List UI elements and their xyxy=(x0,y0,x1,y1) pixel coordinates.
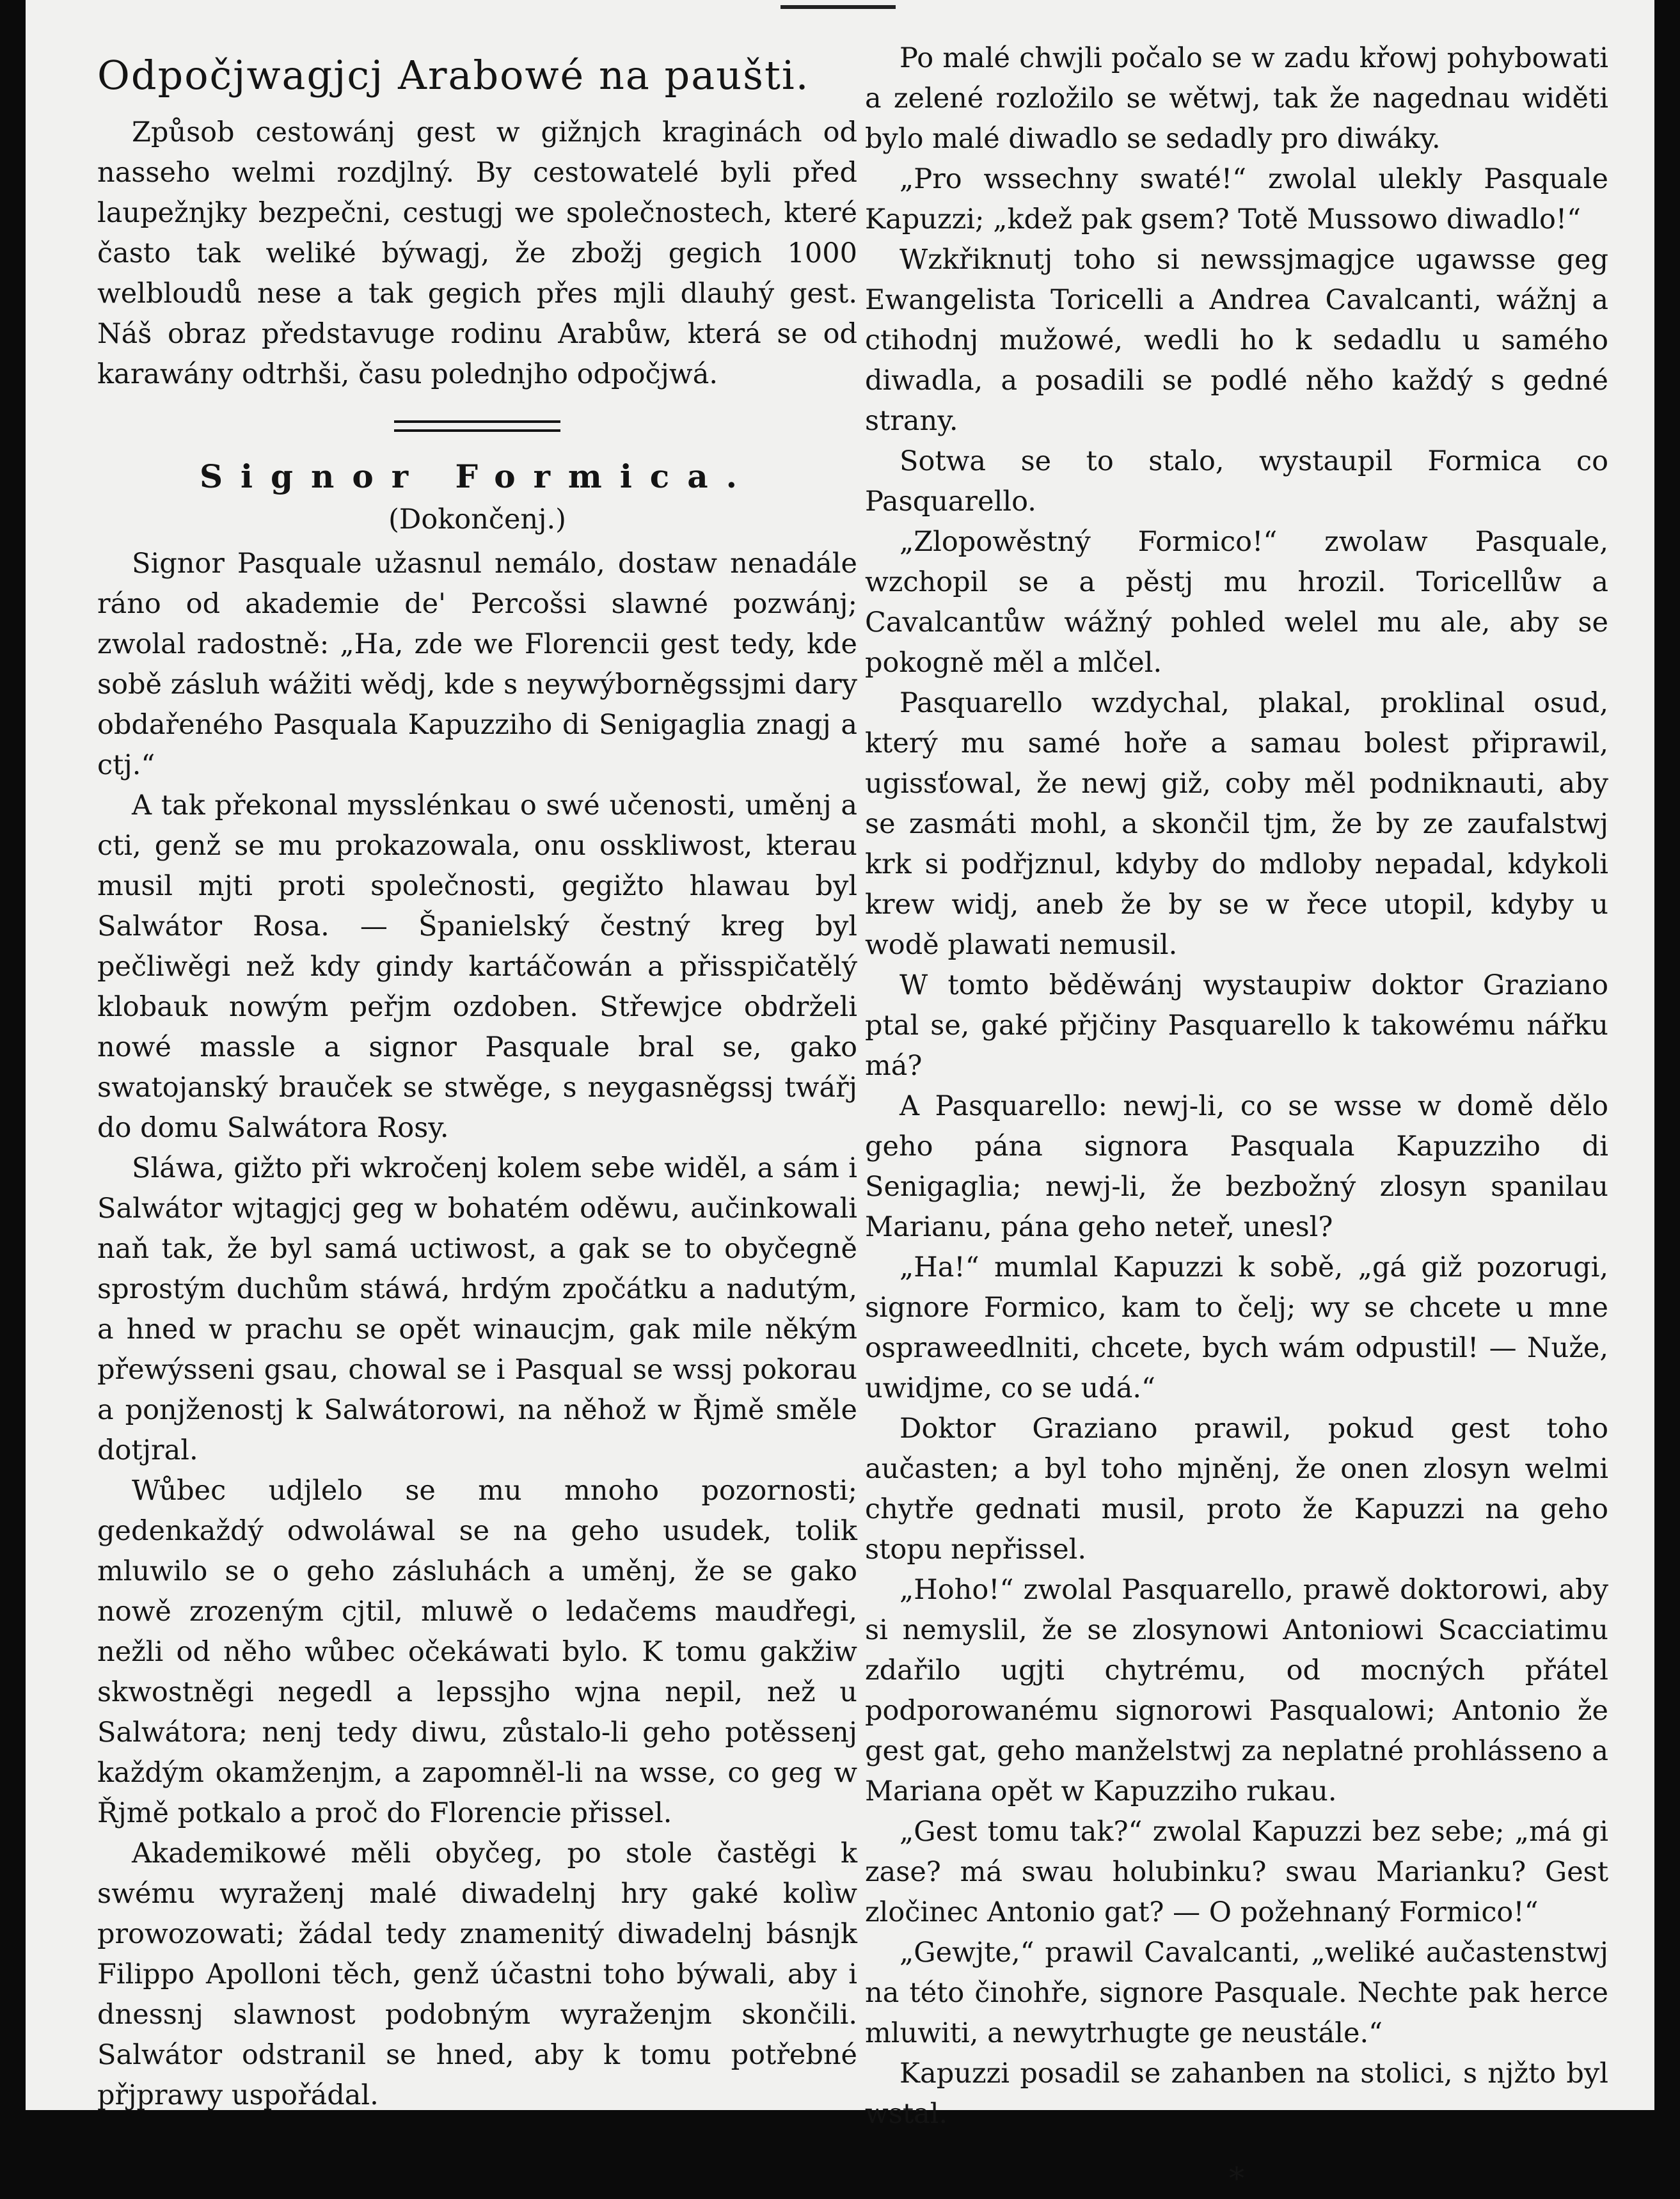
paragraph: Pasquarello wzdychal, plakal, proklinal osud, který mu samé hoře a samau bolest připrawil, ugissťowal, že newj giž, coby měl podniknauti, aby se zasmáti mohl, a skončil tjm, že by ze zaufalstwj krk si podřjznul, kdyby do mdloby nepadal, kdykoli krew widj, aneb že by se w řece utopil, kdyby u wodě plawati nemusil. xyxy=(865,687,1608,961)
paragraph: Sláwa, gižto při wkročenj kolem sebe widěl, a sám i Salwátor wjtagjcj geg w bohatém oděwu, aučinkowali naň tak, že byl samá uctiwost, a gak se to obyčegně sprostým duchům stáwá, hrdým zpočátku a nadutým, a hned w prachu se opět winaucjm, gak mile někým přewýsseni gsau, chowal se i Pasqual se wssj pokorau a ponjženostj k Salwátorowi, na něhož w Řjmě směle dotjral. xyxy=(97,1152,857,1466)
paragraph: „Ha!“ mumlal Kapuzzi k sobě, „gá giž pozorugi, signore Formico, kam to čelj; wy se chcete u mne ospraweedlniti, chcete, bych wám odpustil! — Nuže, uwidjme, co se udá.“ xyxy=(865,1251,1608,1404)
paragraph: Akademikowé měli obyčeg, po stole častěgi k swému wyraženj malé diwadelnj hry gaké kolìw prowozowati; žádal tedy znamenitý diwadelnj básnjk Filippo Apolloni těch, genž účastni toho býwali, aby i dnessnj slawnost podobným wyraženjm skončili. Salwátor odstranil se hned, aby k tomu potřebné přjprawy uspořádal. xyxy=(97,1838,857,2111)
paragraph: Po malé chwjli počalo se w zadu křowj pohybowati a zelené rozložilo se wětwj, tak že nagednau widěti bylo malé diwadlo se sedadly pro diwáky. xyxy=(865,42,1608,155)
paragraph: „Gest tomu tak?“ zwolal Kapuzzi bez sebe; „má gi zase? má swau holubinku? swau Marianku? Gest zločinec Antonio gat? — O požehnaný Formico!“ xyxy=(865,1816,1608,1928)
article-title: Odpočjwagjcj Arabowé na paušti. xyxy=(97,52,810,99)
paragraph: Doktor Graziano prawil, pokud gest toho aučasten; a byl toho mjněnj, že onen zlosyn welmi chytře gednati musil, proto že Kapuzzi na geho stopu nepřissel. xyxy=(865,1413,1608,1566)
paragraph: W tomto běděwánj wystaupiw doktor Graziano ptal se, gaké přjčiny Pasquarello k takowému nářku má? xyxy=(865,969,1608,1082)
paragraph: Kapuzzi posadil se zahanben na stolici, s njžto byl wstal. xyxy=(865,2058,1608,2130)
left-column xyxy=(97,38,857,2116)
paragraph: A tak překonal mysslénkau o swé učenosti, uměnj a cti, genž se mu prokazowala, onu osskliwost, kterau musil mjti proti společnosti, gegižto hlawau byl Salwátor Rosa. — Španielský čestný kreg byl pečliwěgi než kdy gindy kartáčowán a přisspičatělý klobauk nowým peřjm ozdoben. Střewjce obdrželi nowé massle a signor Pasquale bral se, gako swatojanský brauček se stwěge, s neygasněgssj twářj do domu Salwátora Rosy. xyxy=(97,790,857,1144)
story-heading: Signor Formica. xyxy=(199,457,756,495)
paragraph: A Pasquarello: newj-li, co se wsse w domě dělo geho pána signora Pasquala Kapuzziho di Senigaglia; newj-li, že bezbožný zlosyn spanilau Marianu, pána geho neteř, unesl? xyxy=(865,1090,1608,1243)
article-body: Způsob cestowánj gest w gižnjch kraginách od nasseho welmi rozdjlný. By cestowatelé byli před laupežnjky bezpečni, cestugj we společnostech, které často tak weliké býwagj, že zbožj gegich 1000 welbloudů nese a tak gegich přes mjli dlauhý gest. Náš obraz představuge rodinu Arabůw, která se od karawány odtrhši, času polednjho odpočjwá. xyxy=(97,116,857,390)
end-asterisk: * xyxy=(1229,2161,1244,2196)
paragraph: „Pro wssechny swaté!“ zwolal ulekly Pasquale Kapuzzi; „kdež pak gsem? Totě Mussowo diwadlo!“ xyxy=(865,163,1608,235)
paragraph: Wůbec udjlelo se mu mnoho pozornosti; gedenkaždý odwoláwal se na geho usudek, tolik mluwilo se o geho zásluhách a uměnj, že se gako nowě zrozeným cjtil, mluwě o ledačems maudřegi, nežli od něho wůbec očekáwati bylo. K tomu gakžiw skwostněgi negedl a lepssjho wjna nepil, než u Salwátora; nenj tedy diwu, zůstalo-li geho potěssenj každým okamženjm, a zapomněl-li na wsse, co geg w Řjmě potkalo a proč do Florencie přissel. xyxy=(97,1475,857,1829)
paragraph: Signor Pasquale užasnul nemálo, dostaw nenadále ráno od akademie de' Percošsi slawné pozwánj; zwolal radostně: „Ha, zde we Florencii gest tedy, kde sobě zásluh wážiti wědj, kde s neywýborněgssjmi dary obdařeného Pasquala Kapuzziho di Senigaglia znagj a ctj.“ xyxy=(97,548,857,781)
paragraph: Wzkřiknutj toho si newssjmagjce ugawsse geg Ewangelista Toricelli a Andrea Cavalcanti, wážnj a ctihodnj mužowé, wedli ho k sedadlu u samého diwadla, a posadili se podlé něho každý s gedné strany. xyxy=(865,244,1608,437)
page-top-edge-mark xyxy=(781,0,896,9)
right-column xyxy=(865,38,1608,2199)
section-divider xyxy=(394,420,560,432)
paragraph: Sotwa se to stalo, wystaupil Formica co Pasquarello. xyxy=(865,445,1608,518)
paragraph: „Hoho!“ zwolal Pasquarello, prawě doktorowi, aby si nemyslil, že se zlosynowi Antoniowi Scacciatimu zdařilo ugjti chytrému, od mocných přátel podporowanému signorowi Pasqualowi; Antonio že gest gat, geho manželstwj za neplatné prohlásseno a Mariana opět w Kapuzziho rukau. xyxy=(865,1574,1608,1807)
paragraph: „Gewjte,“ prawil Cavalcanti, „weliké aučastenstwj na této činohře, signore Pasquale. Nechte pak herce mluwiti, a newytrhugte ge neustále.“ xyxy=(865,1937,1608,2049)
paragraph: „Zlopowěstný Formico!“ zwolaw Pasquale, wzchopil se a pěstj mu hrozil. Toricellůw a Cavalcantůw wážný pohled welel mu ale, aby se pokogně měl a mlčel. xyxy=(865,526,1608,679)
story-subheading: (Dokončenj.) xyxy=(388,504,566,536)
newspaper-page xyxy=(26,0,1654,2196)
